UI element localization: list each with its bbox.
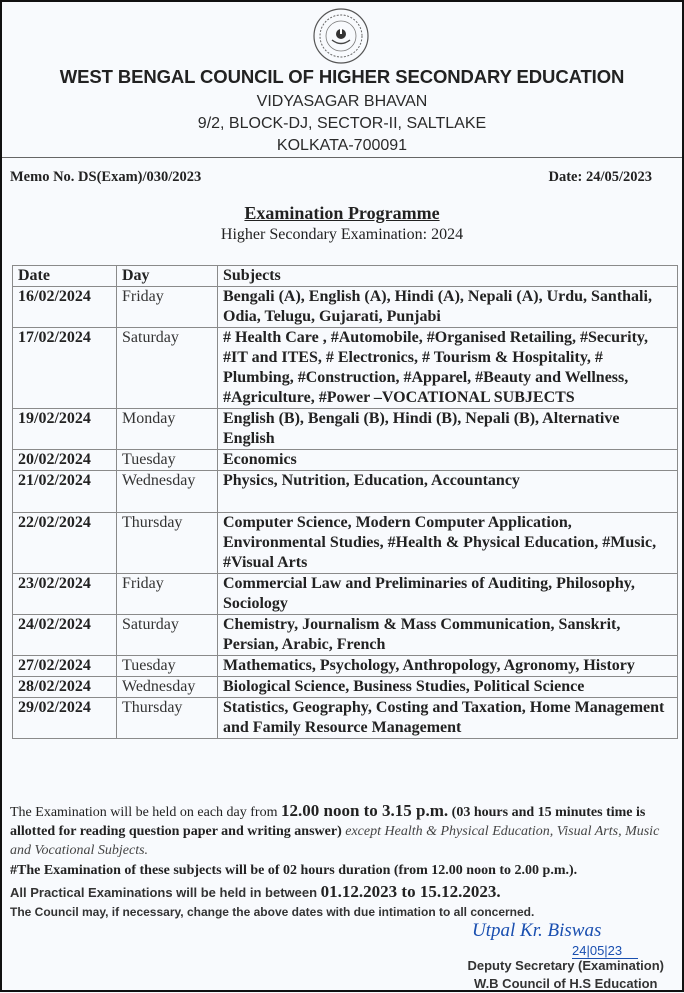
memo-date: Date: 24/05/2023	[548, 169, 652, 185]
page-subtitle: Higher Secondary Examination: 2024	[220, 226, 464, 243]
table-row	[13, 615, 678, 656]
row-subjects: Computer Science, Modern Computer Application, Environmental Studies, #Health & Physical Education, #Music, #Visual Arts	[218, 513, 678, 574]
row-day: Thursday	[117, 513, 218, 574]
row-subjects: Commercial Law and Preliminaries of Auditing, Philosophy, Sociology	[218, 574, 678, 615]
table-header-row	[13, 266, 678, 287]
row-day: Saturday	[117, 328, 218, 409]
row-day: Tuesday	[117, 450, 218, 471]
page-title: Examination Programme	[244, 203, 440, 223]
address-line-2: 9/2, BLOCK-DJ, SECTOR-II, SALTLAKE	[197, 115, 487, 132]
note-timing-detail: (03 hours and 15 minutes time is allotted for reading question paper and writing answer)	[10, 805, 646, 839]
signature-date: 24|05|23	[572, 943, 638, 959]
note-practicals-dates: 01.12.2023 to 15.12.2023.	[320, 882, 501, 901]
row-date: 22/02/2024	[13, 513, 117, 574]
note-disclaimer: The Council may, if necessary, change the above dates with due intimation to all concerned.	[10, 905, 535, 919]
row-day: Saturday	[117, 615, 218, 656]
header-divider	[2, 157, 682, 158]
table-row	[13, 450, 678, 471]
note-duration-text: #The Examination of these subjects will be of 02 hours duration (from 12.00 noon to 2.00 p.m.).	[10, 863, 578, 878]
note-timing-hours: 12.00 noon to 3.15 p.m.	[280, 801, 449, 820]
row-date: 23/02/2024	[13, 574, 117, 615]
row-date: 21/02/2024	[13, 471, 117, 513]
exam-notes	[10, 801, 668, 922]
wbchse-emblem-icon	[312, 7, 370, 65]
table-row	[13, 698, 678, 739]
signatory-office: W.B Council of H.S Education	[474, 976, 658, 991]
note-practicals	[10, 882, 668, 903]
row-date: 17/02/2024	[13, 328, 117, 409]
row-date: 19/02/2024	[13, 409, 117, 450]
note-timing	[10, 801, 668, 860]
signatory-block	[467, 957, 664, 993]
row-date: 29/02/2024	[13, 698, 117, 739]
table-row	[13, 513, 678, 574]
row-subjects: Statistics, Geography, Costing and Taxation, Home Management and Family Resource Management	[218, 698, 678, 739]
signature: Utpal Kr. Biswas	[472, 920, 602, 941]
signatory-designation: Deputy Secretary (Examination)	[467, 958, 664, 973]
note-duration	[10, 861, 668, 880]
row-subjects: Physics, Nutrition, Education, Accountancy	[218, 471, 678, 513]
row-day: Wednesday	[117, 677, 218, 698]
table-row	[13, 287, 678, 328]
header-subjects: Subjects	[218, 266, 678, 287]
row-day: Wednesday	[117, 471, 218, 513]
note-timing-exceptions: except Health & Physical Education, Visual Arts, Music and Vocational Subjects.	[10, 824, 660, 858]
org-name: WEST BENGAL COUNCIL OF HIGHER SECONDARY EDUCATION	[59, 66, 625, 87]
letterhead	[2, 2, 682, 152]
table-row	[13, 574, 678, 615]
table-row	[13, 409, 678, 450]
address-line-1: VIDYASAGAR BHAVAN	[256, 93, 428, 110]
row-subjects: Chemistry, Journalism & Mass Communication, Sanskrit, Persian, Arabic, French	[218, 615, 678, 656]
table-row	[13, 328, 678, 409]
exam-schedule-table	[12, 265, 678, 739]
row-day: Monday	[117, 409, 218, 450]
row-day: Friday	[117, 287, 218, 328]
note-practicals-prefix: All Practical Examinations will be held in between	[10, 885, 321, 900]
row-date: 20/02/2024	[13, 450, 117, 471]
row-day: Tuesday	[117, 656, 218, 677]
row-subjects: Biological Science, Business Studies, Political Science	[218, 677, 678, 698]
table-row	[13, 677, 678, 698]
note-timing-prefix: The Examination will be held on each day from	[10, 805, 281, 820]
row-date: 16/02/2024	[13, 287, 117, 328]
row-day: Thursday	[117, 698, 218, 739]
address-line-3: KOLKATA-700091	[276, 137, 408, 154]
header-date: Date	[13, 266, 117, 287]
row-date: 24/02/2024	[13, 615, 117, 656]
memo-number: Memo No. DS(Exam)/030/2023	[10, 169, 202, 185]
row-subjects: English (B), Bengali (B), Hindi (B), Nepali (B), Alternative English	[218, 409, 678, 450]
table-row	[13, 656, 678, 677]
table-row	[13, 471, 678, 513]
header-day: Day	[117, 266, 218, 287]
row-subjects: # Health Care , #Automobile, #Organised Retailing, #Security, #IT and ITES, # Electronics, # Tourism & Hospitality, # Plumbing, #Construction, #Apparel, #Beauty and Wellness, #Agriculture, #Power –VOCATIONAL SUBJECTS	[218, 328, 678, 409]
row-date: 28/02/2024	[13, 677, 117, 698]
row-date: 27/02/2024	[13, 656, 117, 677]
row-day: Friday	[117, 574, 218, 615]
row-subjects: Bengali (A), English (A), Hindi (A), Nepali (A), Urdu, Santhali, Odia, Telugu, Gujarati, Punjabi	[218, 287, 678, 328]
row-subjects: Mathematics, Psychology, Anthropology, Agronomy, History	[218, 656, 678, 677]
row-subjects: Economics	[218, 450, 678, 471]
